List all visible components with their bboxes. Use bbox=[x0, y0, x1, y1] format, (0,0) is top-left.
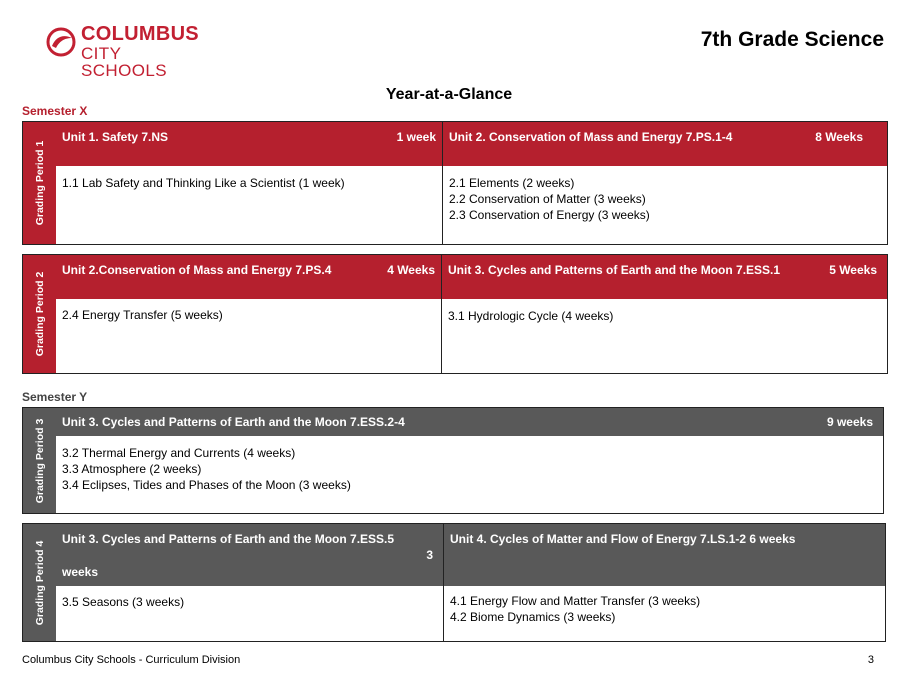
grading-period-1 bbox=[22, 121, 888, 245]
unit-header bbox=[444, 524, 885, 586]
unit-header bbox=[56, 408, 883, 436]
lesson-item: 3.4 Eclipses, Tides and Phases of the Moon (3 weeks) bbox=[62, 478, 351, 492]
unit-duration-continued: weeks bbox=[62, 565, 99, 579]
footer-division: Columbus City Schools - Curriculum Division bbox=[22, 654, 241, 666]
unit-column bbox=[441, 255, 887, 373]
grading-period-4 bbox=[22, 523, 886, 642]
lesson-item: 3.2 Thermal Energy and Currents (4 weeks) bbox=[62, 446, 296, 460]
logo-emblem-icon bbox=[46, 26, 78, 58]
lesson-item: 3.1 Hydrologic Cycle (4 weeks) bbox=[448, 309, 614, 323]
logo-line2: CITY SCHOOLS bbox=[81, 44, 167, 80]
unit-header bbox=[442, 255, 887, 299]
unit-lessons bbox=[450, 593, 879, 625]
unit-title: Unit 3. Cycles and Patterns of Earth and the Moon 7.ESS.1 bbox=[448, 263, 781, 277]
unit-duration: 5 Weeks bbox=[829, 263, 877, 277]
unit-duration: 3 bbox=[426, 548, 433, 562]
unit-duration: 9 weeks bbox=[826, 415, 873, 429]
unit-column bbox=[56, 524, 443, 641]
unit-header bbox=[56, 524, 443, 586]
unit-title: Unit 3. Cycles and Patterns of Earth and the Moon 7.ESS.5 bbox=[62, 532, 395, 546]
page-title: Year-at-a-Glance bbox=[385, 86, 513, 103]
lesson-item: 4.1 Energy Flow and Matter Transfer (3 weeks) bbox=[450, 594, 701, 608]
unit-lessons bbox=[62, 594, 437, 610]
unit-header bbox=[443, 122, 887, 166]
unit-lessons bbox=[449, 175, 881, 223]
lesson-item: 1.1 Lab Safety and Thinking Like a Scientist (1 week) bbox=[62, 176, 345, 190]
unit-title: Unit 2.Conservation of Mass and Energy 7.PS.4 bbox=[62, 263, 332, 277]
unit-lessons bbox=[62, 445, 877, 493]
unit-column bbox=[443, 524, 885, 641]
grading-period-label: Grading Period 2 bbox=[23, 255, 56, 373]
district-logo bbox=[46, 23, 199, 80]
lesson-item: 3.3 Atmosphere (2 weeks) bbox=[62, 462, 202, 476]
grading-period-label: Grading Period 4 bbox=[23, 524, 56, 641]
unit-lessons bbox=[62, 307, 435, 323]
unit-title: Unit 3. Cycles and Patterns of Earth and the Moon 7.ESS.2-4 bbox=[62, 415, 405, 429]
unit-duration: 8 Weeks bbox=[815, 130, 863, 144]
unit-column bbox=[56, 122, 442, 244]
grading-period-label: Grading Period 3 bbox=[23, 408, 56, 513]
unit-lessons bbox=[448, 308, 881, 324]
page-number: 3 bbox=[867, 654, 874, 666]
lesson-item: 2.3 Conservation of Energy (3 weeks) bbox=[449, 208, 650, 222]
grading-period-2 bbox=[22, 254, 888, 374]
unit-title: Unit 2. Conservation of Mass and Energy 7.PS.1-4 bbox=[449, 130, 733, 144]
unit-column bbox=[56, 255, 441, 373]
lesson-item: 2.1 Elements (2 weeks) bbox=[449, 176, 575, 190]
lesson-item: 4.2 Biome Dynamics (3 weeks) bbox=[450, 610, 616, 624]
unit-header bbox=[56, 255, 441, 299]
grading-period-label: Grading Period 1 bbox=[23, 122, 56, 244]
unit-header bbox=[56, 122, 442, 166]
unit-column bbox=[442, 122, 887, 244]
unit-lessons bbox=[62, 175, 436, 191]
lesson-item: 2.2 Conservation of Matter (3 weeks) bbox=[449, 192, 646, 206]
grading-period-3 bbox=[22, 407, 884, 514]
unit-duration: 1 week bbox=[396, 130, 436, 144]
unit-title: Unit 1. Safety 7.NS bbox=[62, 130, 169, 144]
unit-duration: 4 Weeks bbox=[387, 263, 435, 277]
unit-column bbox=[56, 408, 883, 513]
semester-x-label: Semester X bbox=[22, 104, 88, 118]
unit-title: Unit 4. Cycles of Matter and Flow of Energy 7.LS.1-2 6 weeks bbox=[450, 532, 796, 546]
lesson-item: 3.5 Seasons (3 weeks) bbox=[62, 595, 185, 609]
logo-line1: COLUMBUS bbox=[81, 23, 199, 45]
course-title: 7th Grade Science bbox=[700, 28, 884, 51]
lesson-item: 2.4 Energy Transfer (5 weeks) bbox=[62, 308, 223, 322]
semester-y-label: Semester Y bbox=[22, 390, 88, 404]
